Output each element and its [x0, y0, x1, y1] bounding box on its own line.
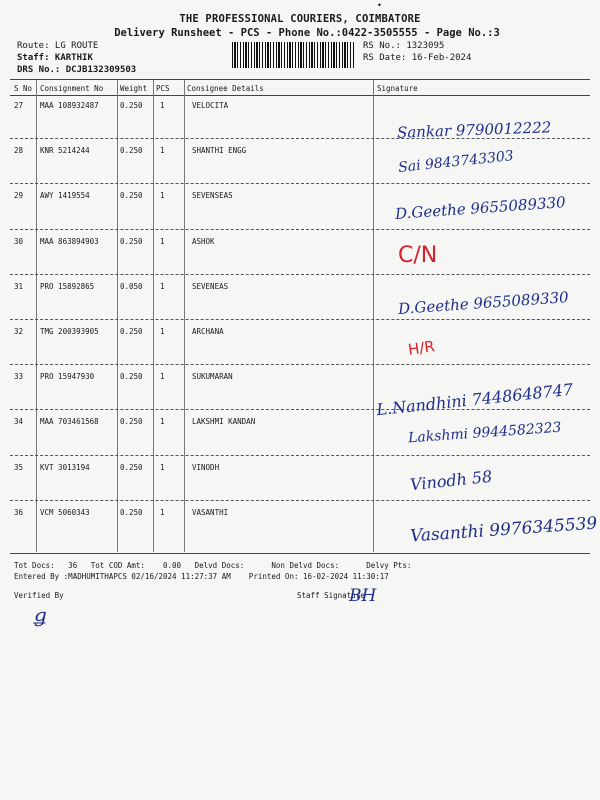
header-bottom-rule — [10, 95, 590, 96]
row-divider — [10, 319, 590, 320]
consignee-cell: ARCHANA — [192, 327, 224, 336]
consignee-cell: VINODH — [192, 462, 220, 472]
handwritten-signature: Sankar 9790012222 — [396, 118, 552, 142]
verified-by-label: Verified By — [14, 591, 64, 600]
consignment-cell: VCM 5060343 — [40, 507, 90, 517]
handwritten-signature: Sai 9843743303 — [397, 148, 515, 177]
handwritten-signature: Vinodh 58 — [409, 466, 494, 494]
weight-cell: 0.250 — [120, 417, 143, 427]
weight-cell: 0.250 — [120, 507, 143, 517]
consignee-cell: ASHOK — [192, 236, 215, 246]
weight-cell: 0.250 — [120, 372, 143, 382]
row-divider — [10, 500, 590, 501]
row-divider — [10, 229, 590, 230]
sno-cell: 32 — [14, 327, 24, 336]
runsheet-subtitle: Delivery Runsheet - PCS - Phone No.:0422-3505555 - Page No.:3 — [114, 27, 500, 39]
consignee-cell: SEVENEAS — [192, 281, 229, 291]
pcs-cell: 1 — [160, 236, 165, 246]
header-top-rule — [10, 79, 590, 80]
row-divider — [10, 455, 590, 456]
consignment-cell: MAA 703461568 — [40, 417, 99, 427]
row-divider — [10, 183, 590, 184]
weight-cell: 0.250 — [120, 462, 143, 472]
pcs-cell: 1 — [160, 191, 165, 201]
consignment-cell: TMG 200393905 — [40, 327, 99, 336]
column-divider — [117, 80, 118, 552]
sno-cell: 27 — [14, 101, 24, 110]
row-divider — [10, 274, 590, 275]
weight-cell: 0.250 — [120, 191, 143, 201]
col-header-pcs: PCS — [156, 84, 170, 93]
sno-cell: 28 — [14, 146, 24, 156]
col-header-weight: Weight — [120, 84, 148, 93]
pcs-cell: 1 — [160, 372, 165, 382]
consignee-cell: SUKUMARAN — [192, 372, 233, 382]
rs-date: RS Date: 16-Feb-2024 — [363, 53, 472, 63]
sno-cell: 30 — [14, 236, 24, 246]
col-header-signature: Signature — [377, 84, 418, 93]
column-divider — [373, 80, 374, 552]
staff-label: Staff: KARTHIK — [17, 53, 93, 63]
pcs-cell: 1 — [160, 462, 165, 472]
column-divider — [36, 80, 37, 552]
sno-cell: 31 — [14, 281, 24, 291]
consignment-cell: AWY 1419554 — [40, 191, 90, 201]
staff-signature-label: Staff Signature — [297, 591, 365, 600]
sno-cell: 35 — [14, 462, 24, 472]
consignee-cell: SEVENSEAS — [192, 191, 233, 201]
sno-cell: 33 — [14, 372, 24, 382]
entered-by-line: Entered By :MADHUMITHAPCS 02/16/2024 11:27:37 AM Printed On: 16-02-2024 11:30:17 — [14, 572, 389, 581]
consignment-cell: KNR 5214244 — [40, 146, 90, 156]
consignment-cell: PRO 15947930 — [40, 372, 95, 382]
sno-cell: 36 — [14, 507, 24, 517]
sno-cell: 29 — [14, 191, 24, 201]
weight-cell: 0.250 — [120, 327, 143, 336]
company-title: THE PROFESSIONAL COURIERS, COIMBATORE — [179, 13, 421, 25]
handwritten-signature: Vasanthi 9976345539 — [409, 513, 598, 547]
pcs-cell: 1 — [160, 101, 165, 110]
row-divider — [10, 364, 590, 365]
consignment-cell: MAA 108932487 — [40, 101, 99, 110]
rs-number: RS No.: 1323095 — [363, 41, 445, 51]
handwritten-signature: L.Nandhini 7448648747 — [375, 379, 574, 420]
pcs-cell: 1 — [160, 281, 165, 291]
handwritten-signature: D.Geethe 9655089330 — [397, 287, 570, 318]
col-header-sno: S No — [14, 84, 33, 93]
pcs-cell: 1 — [160, 146, 165, 156]
handwritten-signature: C/N — [398, 242, 438, 268]
weight-cell: 0.250 — [120, 101, 143, 110]
col-header-consignee: Consignee Details — [187, 84, 264, 93]
totals-line: Tot Docs: 36 Tot COD Amt: 0.00 Delvd Docs: Non Delvd Docs: Delvy Pts: — [14, 561, 412, 570]
consignee-cell: LAKSHMI KANDAN — [192, 417, 256, 427]
consignment-cell: KVT 3013194 — [40, 462, 90, 472]
consignment-cell: PRO 15892865 — [40, 281, 95, 291]
punch-mark: ✦ — [377, 0, 382, 9]
barcode — [232, 42, 354, 68]
pcs-cell: 1 — [160, 327, 165, 336]
table-bottom-rule — [10, 553, 590, 554]
verified-by-mark: ǥ — [34, 603, 47, 627]
column-divider — [153, 80, 154, 552]
weight-cell: 0.250 — [120, 146, 143, 156]
pcs-cell: 1 — [160, 507, 165, 517]
row-divider — [10, 409, 590, 410]
route-label: Route: LG ROUTE — [17, 41, 99, 51]
weight-cell: 0.050 — [120, 281, 143, 291]
handwritten-signature: Lakshmi 9944582323 — [407, 420, 562, 447]
pcs-cell: 1 — [160, 417, 165, 427]
drs-number: DRS No.: DCJB132309503 — [17, 65, 137, 75]
handwritten-signature: H/R — [406, 337, 436, 359]
staff-signature-mark: BH — [349, 586, 377, 606]
consignment-cell: MAA 863894903 — [40, 236, 99, 246]
col-header-consignment: Consignment No — [40, 84, 104, 93]
handwritten-signature: D.Geethe 9655089330 — [394, 193, 567, 224]
consignee-cell: VELOCITA — [192, 101, 229, 110]
column-divider — [184, 80, 185, 552]
consignee-cell: SHANTHI ENGG — [192, 146, 247, 156]
sno-cell: 34 — [14, 417, 24, 427]
row-divider — [10, 138, 590, 139]
consignee-cell: VASANTHI — [192, 507, 229, 517]
weight-cell: 0.250 — [120, 236, 143, 246]
